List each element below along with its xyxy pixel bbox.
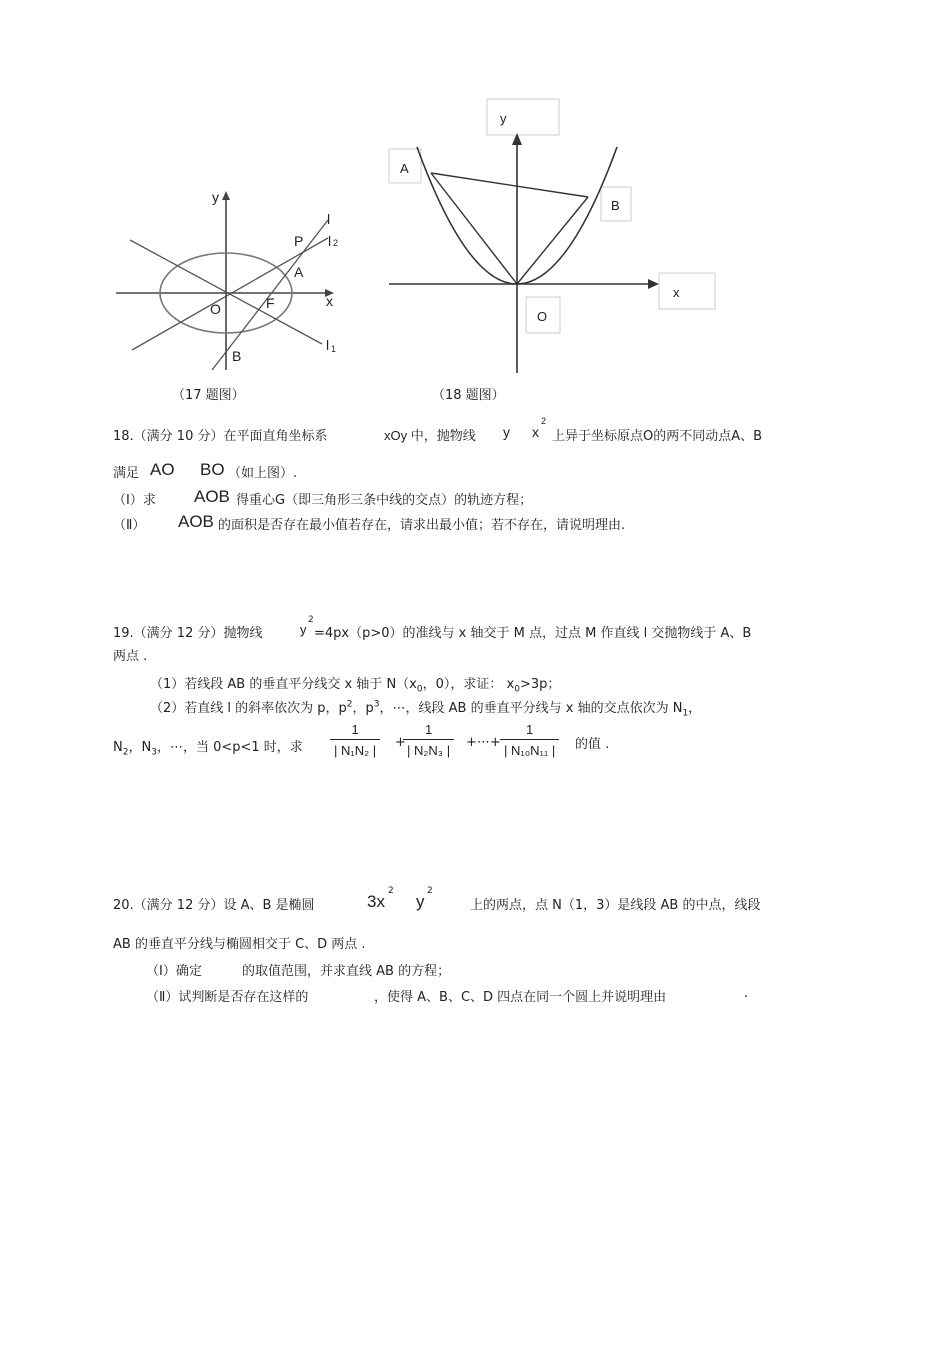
q18-line4a: （Ⅱ） — [113, 518, 146, 533]
fig17-caption: （17 题图） — [172, 388, 245, 403]
q19-frac2-den: | N₂N₃ | — [403, 739, 454, 758]
q20-line1b-sup: 2 — [388, 886, 394, 896]
fig18-box-y — [487, 99, 559, 135]
q19-p1: （1）若线段 AB 的垂直平分线交 x 轴于 $N(x_0$，0），求证： $x_0>3p$； — [150, 677, 561, 695]
q19-p3: $N_2$，$N_3$，⋯，当 0<p<1 时，求 — [113, 740, 303, 758]
fig18-label-A: A — [400, 161, 409, 176]
fig18-label-y: y — [500, 111, 507, 126]
q20-line3a: （Ⅰ）确定 — [146, 964, 202, 979]
q20-line4a: （Ⅱ）试判断是否存在这样的 — [146, 990, 309, 1005]
q18-line1d-sup: 2 — [541, 416, 547, 426]
q19-frac1-num: 1 — [351, 722, 359, 737]
q19-line1b: y — [300, 622, 307, 637]
fig17-label-l2: l — [328, 233, 332, 249]
q20-line1a: 20.（满分 12 分）设 A、B 是椭圆 — [113, 898, 315, 913]
fig17-label-F: F — [266, 295, 275, 311]
fig18-box-x — [659, 273, 715, 309]
q18-line3c: 得重心G（即三角形三条中线的交点）的轨迹方程； — [236, 493, 533, 508]
q20-line1c-sup: 2 — [427, 886, 433, 896]
figure-18 — [385, 95, 725, 380]
q18-line1e: 上异于坐标原点O的两不同动点A、B — [552, 429, 763, 444]
fig17-label-B: B — [232, 348, 242, 364]
q20-line4c: . — [744, 986, 749, 1001]
figure-17 — [110, 180, 350, 370]
q18-line4b: AOB — [178, 512, 214, 531]
q19-plus-1: + — [395, 735, 406, 750]
fig17-label-x: x — [326, 293, 333, 309]
fig17-label-l1-sub: 1 — [331, 344, 337, 354]
q18-line1d: x — [532, 424, 539, 440]
q19-line1a: 19.（满分 12 分）抛物线 — [113, 626, 263, 641]
fig18-caption: （18 题图） — [432, 388, 505, 403]
q20-line2: AB 的垂直平分线与椭圆相交于 C、D 两点 . — [113, 937, 366, 952]
q19-frac3-den: | N₁₀N₁₁ | — [500, 739, 559, 758]
q18-line3b: AOB — [194, 487, 230, 506]
fig18-label-O: O — [537, 309, 548, 324]
q19-p2: （2）若直线 l 的斜率依次为 p，$p^2$，$p^3$，⋯，线段 AB 的垂直平分线与 x 轴的交点依次为 $N_1$， — [150, 699, 702, 719]
q20-line1d: 上的两点，点 N（1，3）是线段 AB 的中点，线段 — [470, 898, 761, 913]
fig17-y-arrow — [222, 191, 230, 200]
q18-line2d: （如上图）. — [228, 466, 298, 481]
q18-line1c: y — [503, 424, 510, 440]
q19-frac1-den: | N₁N₂ | — [330, 739, 380, 758]
q19-fraction-3 — [500, 722, 559, 758]
q18-line2a: 满足 — [113, 466, 140, 481]
q20-line1b: 3x — [367, 892, 385, 911]
q19-fraction-2 — [403, 722, 454, 758]
fig17-label-l1: l — [326, 337, 330, 353]
q20-line3b: 的取值范围，并求直线 AB 的方程； — [242, 964, 451, 979]
fig17-label-A: A — [294, 264, 304, 280]
q19-frac2-num: 1 — [424, 722, 433, 737]
q19-plus-2: +⋯+ — [466, 735, 501, 750]
q20-line1c: y — [416, 892, 425, 911]
fig17-label-l2-sub: 2 — [333, 238, 339, 248]
q18-line1a: 18.（满分 10 分）在平面直角坐标系 — [113, 429, 328, 444]
fig17-label-P: P — [294, 233, 304, 249]
fig17-label-y: y — [212, 189, 219, 205]
fig17-label-l: l — [327, 211, 331, 227]
q19-frac3-num: 1 — [526, 722, 534, 737]
fig18-segment-AB — [431, 173, 588, 197]
q18-line1b: xOy 中，抛物线 — [384, 428, 476, 443]
q18-line3a: （Ⅰ）求 — [113, 493, 156, 508]
fig18-segment-OB — [517, 197, 588, 284]
q20-line4b: ，使得 A、B、C、D 四点在同一个圆上并说明理由 — [374, 990, 667, 1005]
fig18-segment-OA — [431, 173, 517, 284]
q18-line2c: BO — [200, 460, 225, 479]
fig18-x-arrow — [648, 279, 659, 289]
q18-line4c: 的面积是否存在最小值若存在，请求出最小值；若不存在，请说明理由. — [218, 518, 626, 533]
q19-line1c: =4px（p>0）的准线与 x 轴交于 M 点，过点 M 作直线 l 交抛物线于 A、B — [314, 626, 752, 641]
q19-fraction-1 — [330, 722, 380, 758]
fig18-label-x: x — [673, 285, 680, 300]
fig17-label-O: O — [210, 301, 221, 317]
q18-line2b: AO — [150, 460, 175, 479]
q19-line1b-sup: 2 — [308, 615, 314, 625]
q19-line2: 两点 . — [113, 649, 148, 664]
q19-p3d: 的值 . — [575, 737, 610, 752]
fig18-label-B: B — [611, 198, 620, 213]
